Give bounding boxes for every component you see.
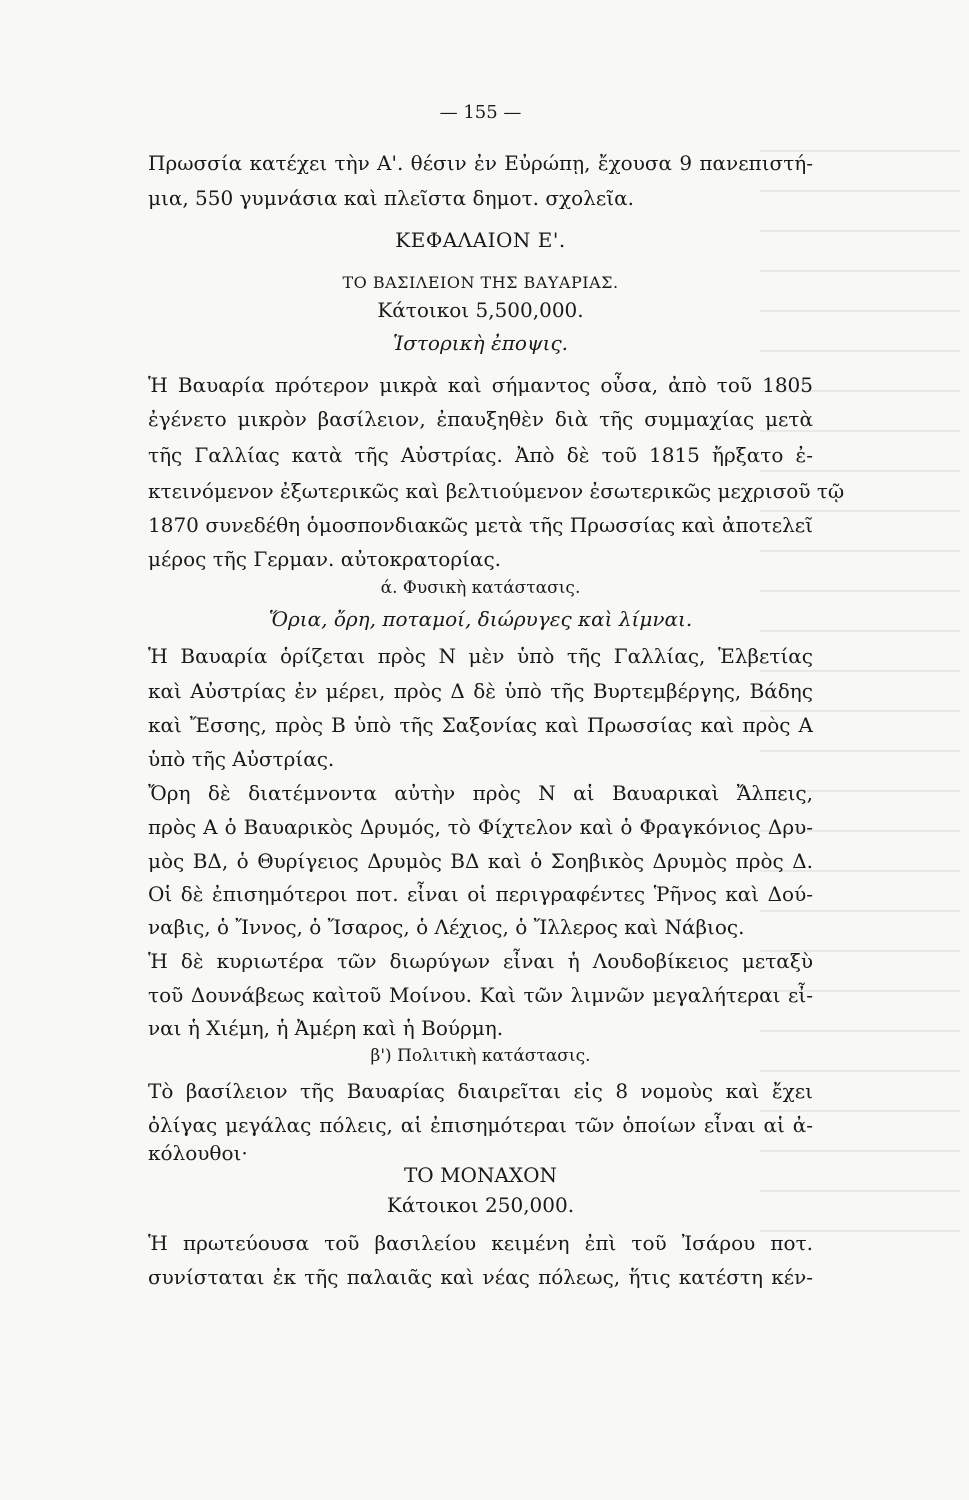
text-line: μέρος τῆς Γερμαν. αὐτοκρατορίας. <box>148 547 501 571</box>
text-line: μια, 550 γυμνάσια καὶ πλεῖστα δημοτ. σχολεῖα. <box>148 186 634 210</box>
subsection-heading: Ἱστορικὴ ἐποψις. <box>392 331 569 355</box>
text-line: ναι ἡ Χιέμη, ἡ Ἀμέρη καὶ ἡ Βούρμη. <box>148 1016 504 1040</box>
text-line: ὀλίγας μεγάλας πόλεις, αἱ ἐπισημότεραι τῶν ὁποίων εἶναι αἱ ἀ- <box>148 1113 813 1137</box>
text-line: Ἡ Βαυαρία ὁρίζεται πρὸς Ν μὲν ὑπὸ τῆς Γαλλίας, Ἑλβετίας <box>148 644 813 668</box>
text-line: Ἡ Βαυαρία πρότερον μικρὰ καὶ σήμαντος οὖσα, ἀπὸ τοῦ 1805 <box>148 373 813 397</box>
subsection-heading: Ὅρια, ὄρη, ποταμοί, διώρυγες καὶ λίμναι. <box>268 607 693 631</box>
text-line: συνίσταται ἐκ τῆς παλαιᾶς καὶ νέας πόλεως, ἥτις κατέστη κέν- <box>148 1265 813 1289</box>
text-line: ἐγένετο μικρὸν βασίλειον, ἐπαυξηθὲν διὰ τῆς συμμαχίας μετὰ <box>148 407 813 431</box>
population-line: Κάτοικοι 5,500,000. <box>377 298 584 322</box>
section-title: ΤΟ ΒΑΣΙΛΕΙΟΝ ΤΗΣ ΒΑΥΑΡΙΑΣ. <box>342 273 619 292</box>
text-line: ὑπὸ τῆς Αὐστρίας. <box>148 747 335 771</box>
text-line: ναβις, ὁ Ἴννος, ὁ Ἴσαρος, ὁ Λέχιος, ὁ Ἴλλερος καὶ Νάβιος. <box>148 915 745 939</box>
text-line: Ἡ δὲ κυριωτέρα τῶν διωρύγων εἶναι ἡ Λουδοβίκειος μεταξὺ <box>148 949 813 973</box>
text-line: Ὄρη δὲ διατέμνοντα αὐτὴν πρὸς Ν αἱ Βαυαρικαὶ Ἄλπεις, <box>148 781 813 805</box>
text-line: Τὸ βασίλειον τῆς Βαυαρίας διαιρεῖται εἰς 8 νομοὺς καὶ ἔχει <box>148 1079 813 1103</box>
text-line: Ἡ πρωτεύουσα τοῦ βασιλείου κειμένη ἐπὶ τοῦ Ἰσάρου ποτ. <box>148 1231 813 1255</box>
subsection-heading: ά. Φυσικὴ κατάστασις. <box>380 578 581 598</box>
text-line: Οἱ δὲ ἐπισημότεροι ποτ. εἶναι οἱ περιγραφέντες Ῥῆνος καὶ Δού- <box>148 882 813 906</box>
text-line: τοῦ Δουνάβεως καὶτοῦ Μοίνου. Καὶ τῶν λιμνῶν μεγαλήτεραι εἶ- <box>148 983 813 1007</box>
text-line: κόλουθοι· <box>148 1141 248 1165</box>
city-heading: ΤΟ ΜΟΝΑΧΟΝ <box>403 1163 558 1187</box>
text-line: καὶ Αὐστρίας ἐν μέρει, πρὸς Δ δὲ ὑπὸ τῆς Βυρτεμβέργης, Βάδης <box>148 679 813 703</box>
text-line: καὶ Ἔσσης, πρὸς Β ὑπὸ τῆς Σαξονίας καὶ Πρωσσίας καὶ πρὸς Α <box>148 713 813 737</box>
text-line: μὸς ΒΔ, ὁ Θυρίγειος Δρυμὸς ΒΔ καὶ ὁ Σοηβικὸς Δρυμὸς πρὸς Δ. <box>148 849 813 873</box>
chapter-heading: ΚΕΦΑΛΑΙΟΝ Ε'. <box>395 228 566 252</box>
text-line: κτεινόμενον ἐξωτερικῶς καὶ βελτιούμενον ἐσωτερικῶς μεχρισοῦ τῷ <box>148 479 845 503</box>
text-line: τῆς Γαλλίας κατὰ τῆς Αὐστρίας. Ἀπὸ δὲ τοῦ 1815 ἤρξατο ἐ- <box>148 443 813 467</box>
text-line: 1870 συνεδέθη ὁμοσπονδιακῶς μετὰ τῆς Πρωσσίας καὶ ἀποτελεῖ <box>148 513 813 537</box>
page-number: — 155 — <box>439 102 522 123</box>
text-line: Πρωσσία κατέχει τὴν Α'. θέσιν ἐν Εὐρώπῃ, ἔχουσα 9 πανεπιστή- <box>148 151 813 175</box>
subsection-heading: β') Πολιτικὴ κατάστασις. <box>370 1046 591 1066</box>
population-line: Κάτοικοι 250,000. <box>386 1193 575 1217</box>
text-line: πρὸς Α ὁ Βαυαρικὸς Δρυμός, τὸ Φίχτελον καὶ ὁ Φραγκόνιος Δρυ- <box>148 815 813 839</box>
